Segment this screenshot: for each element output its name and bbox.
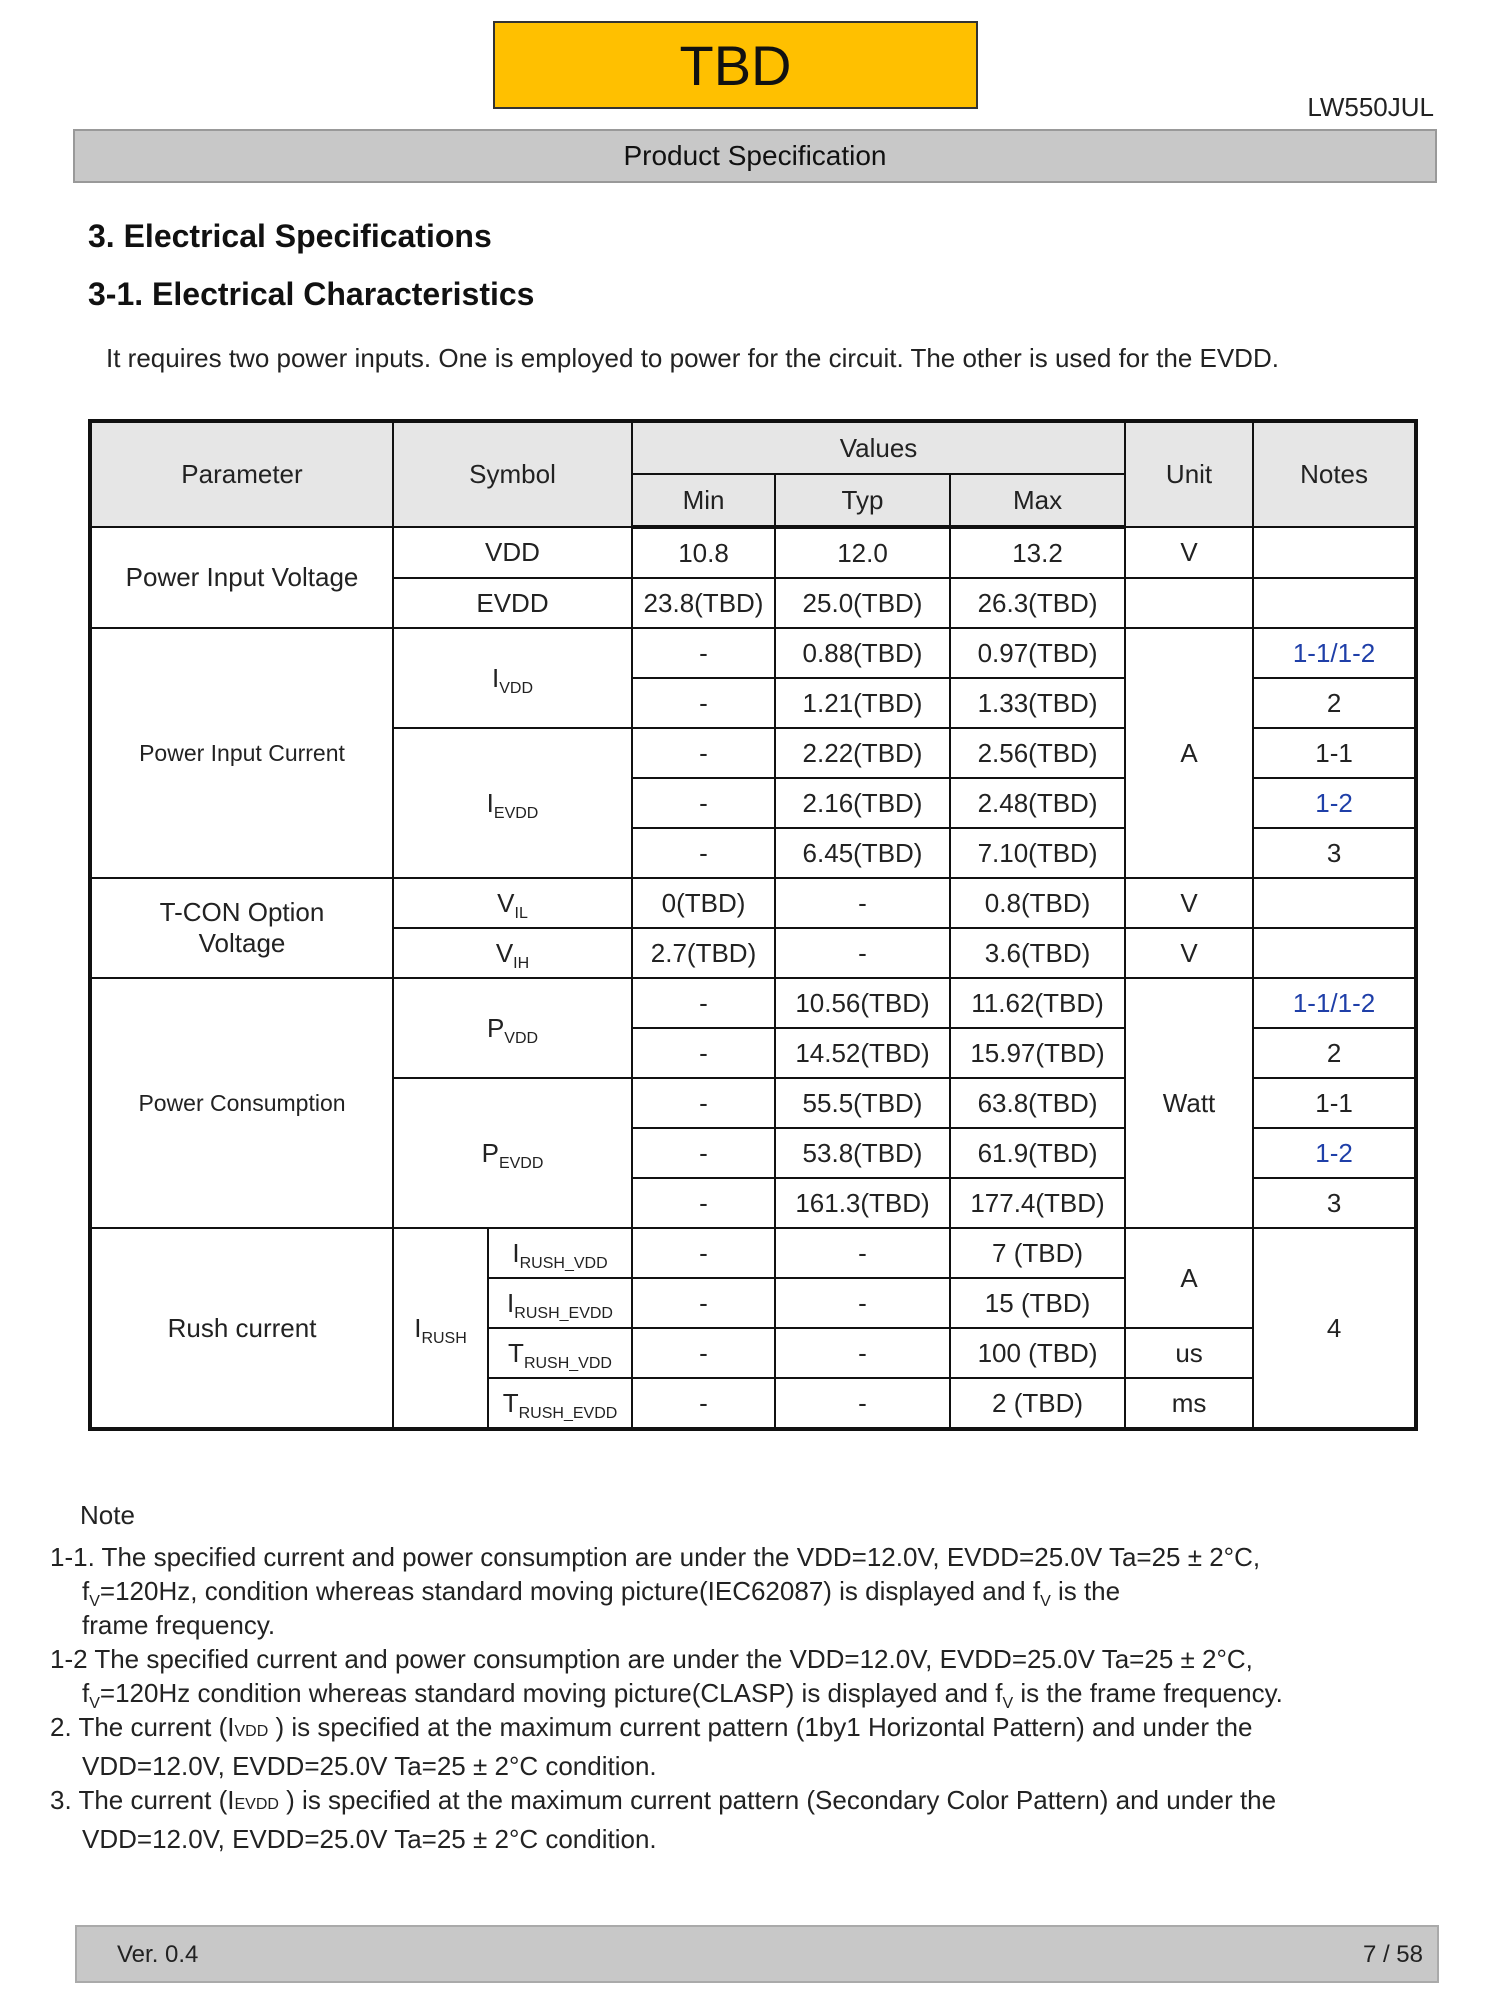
param-power-consumption: Power Consumption bbox=[90, 978, 393, 1228]
typ-cell: - bbox=[775, 1328, 950, 1378]
typ-cell: 1.21(TBD) bbox=[775, 678, 950, 728]
note-cell: 1-2 bbox=[1253, 1128, 1416, 1178]
param-tcon-option-voltage bbox=[90, 878, 393, 978]
table-row bbox=[90, 628, 1416, 678]
min-cell: - bbox=[632, 628, 775, 678]
note-cell bbox=[1253, 578, 1416, 628]
symbol-sub: RUSH_EVDD bbox=[518, 1404, 618, 1422]
symbol-sub: EVDD bbox=[498, 1154, 544, 1172]
min-cell: 2.7(TBD) bbox=[632, 928, 775, 978]
max-cell: 2.48(TBD) bbox=[950, 778, 1125, 828]
param-rush-current: Rush current bbox=[90, 1228, 393, 1429]
symbol-irush bbox=[393, 1228, 488, 1429]
symbol-sub: IL bbox=[514, 904, 528, 922]
max-cell: 0.97(TBD) bbox=[950, 628, 1125, 678]
note-small: EVDD bbox=[234, 1796, 279, 1813]
note-text: f bbox=[82, 1576, 90, 1606]
table-row bbox=[90, 1228, 1416, 1278]
max-cell: 63.8(TBD) bbox=[950, 1078, 1125, 1128]
symbol-pvdd bbox=[393, 978, 632, 1078]
header-unit: Unit bbox=[1125, 421, 1253, 527]
table-row bbox=[90, 878, 1416, 928]
symbol-vih bbox=[393, 928, 632, 978]
subsection-title: 3-1. Electrical Characteristics bbox=[88, 276, 535, 312]
max-cell: 0.8(TBD) bbox=[950, 878, 1125, 928]
typ-cell: 55.5(TBD) bbox=[775, 1078, 950, 1128]
typ-cell: 14.52(TBD) bbox=[775, 1028, 950, 1078]
document-id: LW550JUL bbox=[1307, 92, 1434, 122]
typ-cell: 2.16(TBD) bbox=[775, 778, 950, 828]
min-cell: - bbox=[632, 1078, 775, 1128]
note-cell: 1-1 bbox=[1253, 728, 1416, 778]
min-cell: - bbox=[632, 778, 775, 828]
note-1-1: 1-1. The specified current and power consumption are under the VDD=12.0V, EVDD=25.0V Ta=25 ± 2°C, bbox=[50, 1542, 1261, 1572]
param-label-line2: Voltage bbox=[198, 928, 286, 958]
notes-section bbox=[50, 1498, 1410, 1856]
max-cell: 177.4(TBD) bbox=[950, 1178, 1125, 1228]
note-sub: V bbox=[89, 1695, 100, 1712]
note-2-line2: VDD=12.0V, EVDD=25.0V Ta=25 ± 2°C condition. bbox=[82, 1751, 657, 1781]
min-cell: - bbox=[632, 678, 775, 728]
max-cell: 2.56(TBD) bbox=[950, 728, 1125, 778]
symbol-main: I bbox=[512, 1237, 520, 1268]
typ-cell: - bbox=[775, 1278, 950, 1328]
header-min: Min bbox=[632, 474, 775, 527]
note-cell bbox=[1253, 878, 1416, 928]
note-cell: 2 bbox=[1253, 678, 1416, 728]
note-cell bbox=[1253, 928, 1416, 978]
note-cell: 3 bbox=[1253, 828, 1416, 878]
note-text: f bbox=[82, 1678, 90, 1708]
typ-cell: 6.45(TBD) bbox=[775, 828, 950, 878]
min-cell: - bbox=[632, 1328, 775, 1378]
max-cell: 2 (TBD) bbox=[950, 1378, 1125, 1429]
note-3 bbox=[50, 1783, 1410, 1822]
symbol-pevdd bbox=[393, 1078, 632, 1228]
note-cell: 4 bbox=[1253, 1228, 1416, 1429]
note-cell bbox=[1253, 527, 1416, 578]
symbol-sub: VDD bbox=[499, 679, 534, 697]
symbol-main: I bbox=[492, 662, 500, 693]
max-cell: 100 (TBD) bbox=[950, 1328, 1125, 1378]
symbol-sub: RUSH_EVDD bbox=[514, 1304, 613, 1322]
param-label-line1: T-CON Option bbox=[159, 897, 325, 927]
section-title: 3. Electrical Specifications bbox=[88, 218, 492, 254]
typ-cell: 10.56(TBD) bbox=[775, 978, 950, 1028]
note-1-1-line2 bbox=[50, 1574, 1410, 1608]
symbol-main: T bbox=[502, 1387, 519, 1418]
note-1-2-line2 bbox=[50, 1676, 1410, 1710]
typ-cell: - bbox=[775, 1378, 950, 1429]
note-text: ) is specified at the maximum current pattern (1by1 Horizontal Pattern) and under the bbox=[268, 1712, 1253, 1742]
symbol-ivdd bbox=[393, 628, 632, 728]
note-2 bbox=[50, 1710, 1410, 1749]
max-cell: 13.2 bbox=[950, 527, 1125, 578]
symbol-sub: VDD bbox=[504, 1029, 539, 1047]
symbol-cell: EVDD bbox=[393, 578, 632, 628]
symbol-main: I bbox=[507, 1287, 515, 1318]
unit-cell: Watt bbox=[1125, 978, 1253, 1228]
min-cell: 23.8(TBD) bbox=[632, 578, 775, 628]
min-cell: - bbox=[632, 1228, 775, 1278]
tbd-badge: TBD bbox=[493, 21, 978, 109]
note-cell: 1-2 bbox=[1253, 778, 1416, 828]
unit-cell: us bbox=[1125, 1328, 1253, 1378]
min-cell: - bbox=[632, 978, 775, 1028]
symbol-sub: IH bbox=[513, 954, 530, 972]
min-cell: - bbox=[632, 1028, 775, 1078]
version-label: Ver. 0.4 bbox=[117, 1941, 199, 1968]
symbol-sub: RUSH bbox=[421, 1329, 467, 1347]
note-cell: 3 bbox=[1253, 1178, 1416, 1228]
max-cell: 26.3(TBD) bbox=[950, 578, 1125, 628]
note-sub: V bbox=[1002, 1695, 1014, 1712]
max-cell: 11.62(TBD) bbox=[950, 978, 1125, 1028]
page-number: 7 / 58 bbox=[1362, 1941, 1423, 1968]
symbol-trush-vdd bbox=[488, 1328, 632, 1378]
min-cell: - bbox=[632, 1178, 775, 1228]
header-max: Max bbox=[950, 474, 1125, 527]
note-text: 2. The current (I bbox=[50, 1712, 235, 1742]
max-cell: 7 (TBD) bbox=[950, 1228, 1125, 1278]
param-power-input-current: Power Input Current bbox=[90, 628, 393, 878]
note-text: ) is specified at the maximum current pattern (Secondary Color Pattern) and under the bbox=[278, 1785, 1277, 1815]
symbol-vil bbox=[393, 878, 632, 928]
param-power-input-voltage: Power Input Voltage bbox=[90, 527, 393, 628]
min-cell: - bbox=[632, 1278, 775, 1328]
note-cell: 1-1 bbox=[1253, 1078, 1416, 1128]
note-text: =120Hz condition whereas standard moving picture(CLASP) is displayed and f bbox=[99, 1678, 1003, 1708]
note-cell: 2 bbox=[1253, 1028, 1416, 1078]
min-cell: - bbox=[632, 1378, 775, 1429]
note-text: 3. The current (I bbox=[50, 1785, 235, 1815]
typ-cell: 2.22(TBD) bbox=[775, 728, 950, 778]
note-sub: V bbox=[89, 1593, 100, 1610]
symbol-main: P bbox=[481, 1137, 499, 1168]
note-small: VDD bbox=[234, 1723, 269, 1740]
symbol-main: V bbox=[497, 887, 515, 918]
symbol-cell: VDD bbox=[393, 527, 632, 578]
unit-cell: A bbox=[1125, 1228, 1253, 1328]
unit-cell: V bbox=[1125, 878, 1253, 928]
note-sub: V bbox=[1040, 1593, 1051, 1610]
intro-text: It requires two power inputs. One is employed to power for the circuit. The other is used for the EVDD. bbox=[106, 343, 1279, 373]
typ-cell: 161.3(TBD) bbox=[775, 1178, 950, 1228]
symbol-main: T bbox=[508, 1337, 524, 1368]
footer-bar bbox=[75, 1925, 1439, 1983]
typ-cell: - bbox=[775, 1228, 950, 1278]
table-row bbox=[90, 978, 1416, 1028]
note-1-2: 1-2 The specified current and power consumption are under the VDD=12.0V, EVDD=25.0V Ta=25 ± 2°C, bbox=[50, 1644, 1253, 1674]
note-text: is the bbox=[1050, 1576, 1121, 1606]
typ-cell: 25.0(TBD) bbox=[775, 578, 950, 628]
note-text: is the frame frequency. bbox=[1013, 1678, 1283, 1708]
max-cell: 1.33(TBD) bbox=[950, 678, 1125, 728]
typ-cell: 0.88(TBD) bbox=[775, 628, 950, 678]
unit-cell: A bbox=[1125, 628, 1253, 878]
unit-cell bbox=[1125, 578, 1253, 628]
min-cell: - bbox=[632, 1128, 775, 1178]
note-3-line2: VDD=12.0V, EVDD=25.0V Ta=25 ± 2°C condition. bbox=[82, 1824, 657, 1854]
symbol-main: I bbox=[414, 1312, 422, 1343]
symbol-trush-evdd bbox=[488, 1378, 632, 1429]
electrical-characteristics-table bbox=[88, 419, 1418, 1431]
header-values: Values bbox=[632, 421, 1125, 474]
symbol-sub: RUSH_VDD bbox=[523, 1354, 612, 1372]
unit-cell: ms bbox=[1125, 1378, 1253, 1429]
max-cell: 3.6(TBD) bbox=[950, 928, 1125, 978]
max-cell: 7.10(TBD) bbox=[950, 828, 1125, 878]
symbol-sub: RUSH_VDD bbox=[519, 1254, 608, 1272]
min-cell: - bbox=[632, 728, 775, 778]
symbol-sub: EVDD bbox=[493, 804, 539, 822]
min-cell: - bbox=[632, 828, 775, 878]
symbol-main: P bbox=[486, 1012, 505, 1043]
table-row bbox=[90, 527, 1416, 578]
symbol-main: I bbox=[486, 787, 494, 818]
symbol-main: V bbox=[495, 937, 514, 968]
header-typ: Typ bbox=[775, 474, 950, 527]
note-text: =120Hz, condition whereas standard moving picture(IEC62087) is displayed and f bbox=[99, 1576, 1041, 1606]
note-cell: 1-1/1-2 bbox=[1253, 978, 1416, 1028]
typ-cell: 12.0 bbox=[775, 527, 950, 578]
min-cell: 10.8 bbox=[632, 527, 775, 578]
note-1-1-line3: frame frequency. bbox=[82, 1610, 276, 1640]
notes-heading: Note bbox=[80, 1500, 135, 1530]
typ-cell: - bbox=[775, 878, 950, 928]
unit-cell: V bbox=[1125, 527, 1253, 578]
symbol-irush-vdd bbox=[488, 1228, 632, 1278]
header-symbol: Symbol bbox=[393, 421, 632, 527]
note-cell: 1-1/1-2 bbox=[1253, 628, 1416, 678]
min-cell: 0(TBD) bbox=[632, 878, 775, 928]
symbol-irush-evdd bbox=[488, 1278, 632, 1328]
header-notes: Notes bbox=[1253, 421, 1416, 527]
symbol-ievdd bbox=[393, 728, 632, 878]
header-parameter: Parameter bbox=[90, 421, 393, 527]
unit-cell: V bbox=[1125, 928, 1253, 978]
typ-cell: 53.8(TBD) bbox=[775, 1128, 950, 1178]
typ-cell: - bbox=[775, 928, 950, 978]
max-cell: 61.9(TBD) bbox=[950, 1128, 1125, 1178]
max-cell: 15 (TBD) bbox=[950, 1278, 1125, 1328]
max-cell: 15.97(TBD) bbox=[950, 1028, 1125, 1078]
header-bar-title: Product Specification bbox=[73, 129, 1437, 183]
